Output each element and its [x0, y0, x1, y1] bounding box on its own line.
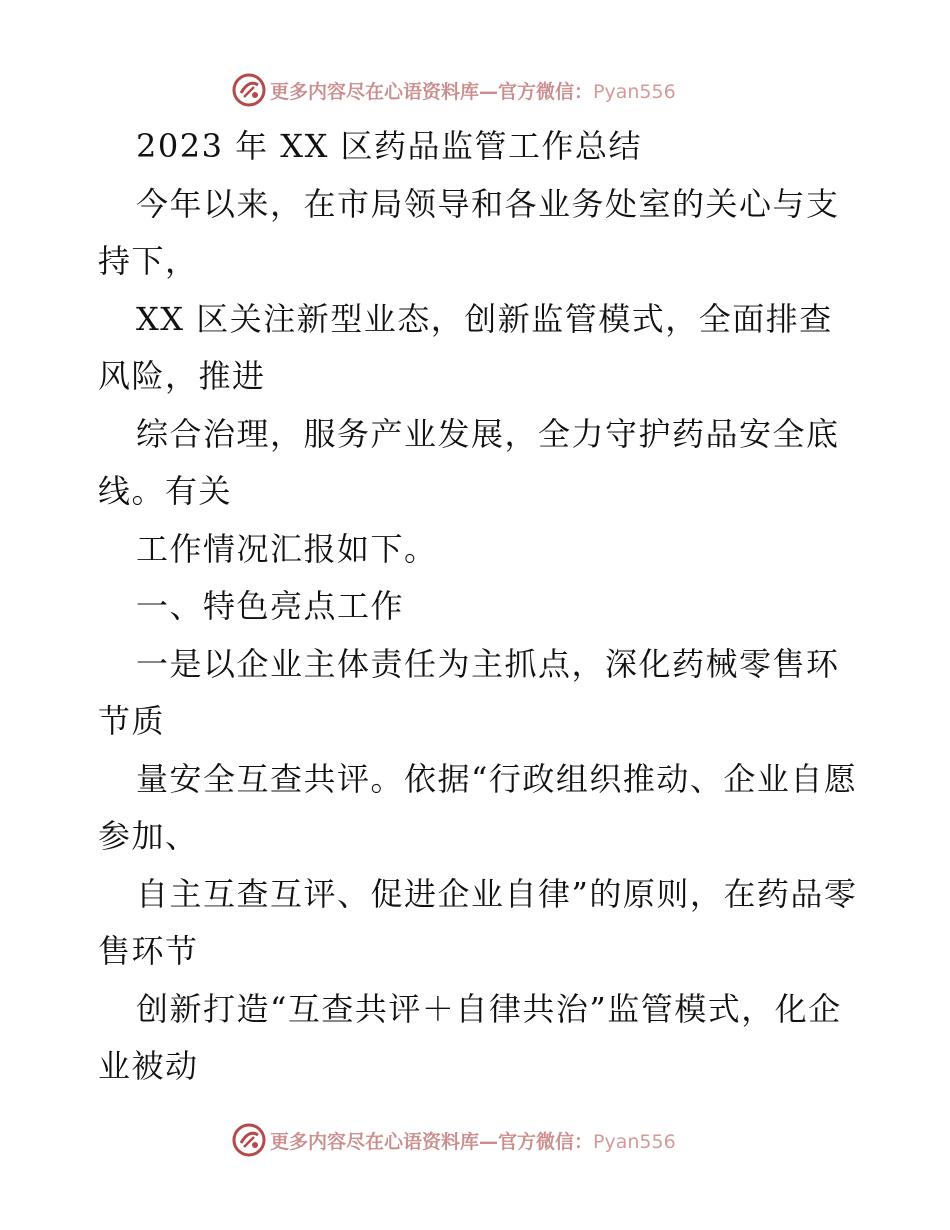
paragraph: 综合治理，服务产业发展，全力守护药品安全底线。有关: [98, 414, 840, 510]
paragraph: 量安全互查共评。依据“行政组织推动、企业自愿参加、: [98, 759, 858, 855]
watermark-header: [232, 72, 732, 108]
paragraph: 今年以来，在市局领导和各业务处室的关心与支持下，: [98, 184, 840, 280]
watermark-text: [270, 1127, 676, 1154]
paragraph: 自主互查互评、促进企业自律”的原则，在药品零售环节: [98, 874, 858, 970]
watermark-main-text: 更多内容尽在心语资料库—官方微信：: [270, 80, 594, 103]
watermark-footer: [232, 1122, 732, 1158]
seal-logo-icon: [232, 73, 266, 107]
watermark-id: Pyan556: [593, 1130, 676, 1153]
paragraph: 创新打造“互查共评＋自律共治”监管模式，化企业被动: [98, 989, 842, 1085]
paragraph: 一是以企业主体责任为主抓点，深化药械零售环节质: [98, 644, 840, 740]
watermark-main-text: 更多内容尽在心语资料库—官方微信：: [270, 1130, 594, 1153]
document-body: [98, 118, 858, 1096]
paragraph: XX 区关注新型业态，创新监管模式，全面排查风险，推进: [98, 299, 833, 395]
paragraph: 工作情况汇报如下。: [136, 529, 438, 568]
watermark-id: Pyan556: [593, 80, 676, 103]
seal-logo-icon: [232, 1123, 266, 1157]
document-title: 2023 年 XX 区药品监管工作总结: [136, 127, 643, 165]
watermark-text: [270, 77, 676, 104]
section-heading: 一、特色亮点工作: [136, 587, 405, 625]
